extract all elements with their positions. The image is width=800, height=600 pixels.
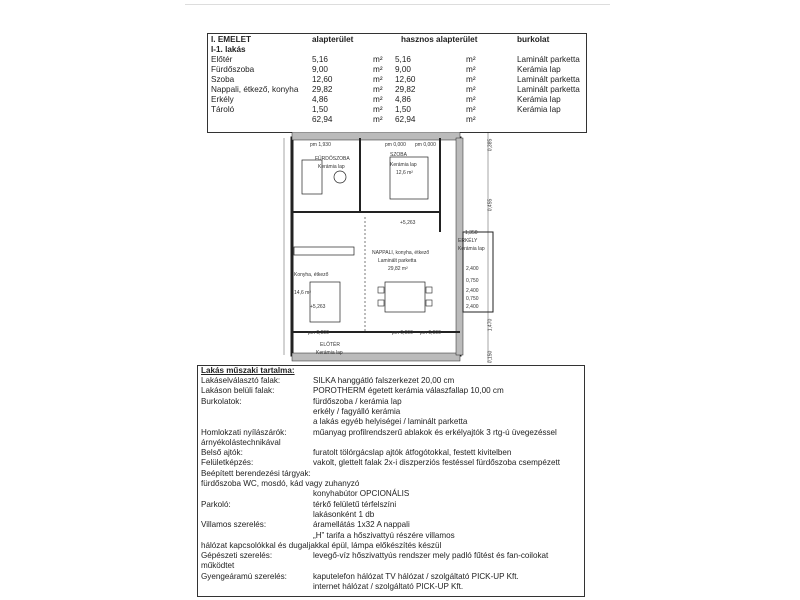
area-cell-name: Tároló (211, 105, 235, 114)
spec-label: Homlokzati nyílászárók: (201, 427, 287, 437)
outer-wall (292, 138, 460, 355)
area-cell-unit2: m² (466, 55, 476, 64)
area-cell-useful: 9,00 (395, 65, 411, 74)
spec-value: kaputelefon hálózat TV hálózat / szolgáltató PICK-UP Kft. (313, 571, 519, 581)
area-cell-useful: 1,50 (395, 105, 411, 114)
area-cell-unit2: m² (466, 85, 476, 94)
spec-row (201, 541, 584, 551)
spec-row (201, 500, 584, 510)
area-cell-useful: 5,16 (395, 55, 411, 64)
side-dim-4: 0,150 (487, 350, 494, 364)
spec-row (201, 531, 584, 541)
dim-4: 1,350 (465, 230, 478, 236)
area-row (211, 65, 586, 75)
spec-row (201, 458, 584, 468)
spec-value: konyhabútor OPCIONÁLIS (313, 489, 410, 499)
spec-label: fürdőszoba WC, mosdó, kád vagy zuhanyzó (201, 479, 360, 488)
spec-row (201, 397, 584, 407)
label-balcony-floor: Kerámia lap (458, 246, 485, 252)
area-cell-name: Erkély (211, 95, 234, 104)
area-cell-useful: 4,86 (395, 95, 411, 104)
area-cell-name: Előtér (211, 55, 233, 64)
area-cell-useful: 12,60 (395, 75, 416, 84)
area-row (211, 55, 586, 65)
spec-row (201, 489, 584, 499)
spec-label: árnyékolástechnikával (201, 437, 281, 447)
spec-value: „H” tarifa a hőszivattyú részére villamos (313, 530, 455, 540)
sofa (310, 282, 340, 322)
spec-label: Belső ajtók: (201, 448, 243, 458)
area-cell-floor: Laminált parketta (517, 75, 580, 84)
label-kitchen: Konyha, étkező (294, 272, 329, 278)
area-cell-name: Fürdőszoba (211, 65, 255, 74)
area-row (211, 105, 586, 115)
label-hall: ELŐTÉR (320, 342, 341, 348)
label-bath: FÜRDŐSZOBA (315, 156, 350, 162)
spec-row (201, 428, 584, 438)
spec-value: internet hálózat / szolgáltató PICK-UP Kft. (313, 582, 464, 591)
label-balcony: ERKÉLY (458, 238, 478, 244)
spec-label: Beépített berendezési tárgyak: (201, 468, 311, 478)
label-kitchen-area: 14,6 m² (294, 290, 311, 296)
dim-2: pm 0,000 (385, 142, 406, 148)
area-cell-area: 1,50 (312, 105, 328, 114)
area-cell-unit: m² (373, 85, 383, 94)
spec-value: térkő felületű térfelszíni (313, 499, 397, 509)
dim-1: pm 1,930 (310, 142, 331, 148)
spec-row (201, 448, 584, 458)
floor-plan (280, 132, 500, 367)
dim-10: pm 0,000 (308, 330, 329, 336)
area-cell-unit: m² (373, 115, 383, 124)
dim-11: pm 0,000 (392, 330, 413, 336)
area-cell-floor: Laminált parketta (517, 55, 580, 64)
top-wall-hatch (292, 132, 460, 140)
spec-row (201, 376, 584, 386)
area-row (211, 115, 586, 125)
area-cell-area: 4,86 (312, 95, 328, 104)
spec-label: Gépészeti szerelés: (201, 551, 273, 561)
spec-row (201, 417, 584, 427)
spec-row (201, 582, 584, 592)
dim-3: pm 0,000 (415, 142, 436, 148)
page-top-edge (185, 0, 610, 5)
spec-row (201, 469, 584, 479)
spec-value: fürdőszoba / kerámia lap (313, 396, 402, 406)
spec-row (201, 572, 584, 582)
area-cell-unit: m² (373, 105, 383, 114)
spec-value: erkély / fagyálló kerámia (313, 406, 401, 416)
spec-value: levegő-víz hőszivattyús rendszer mely padló fűtést és fan-coilokat (313, 551, 549, 561)
spec-value: furatolt tölórgácslap ajtók átfogótokkal, festett kivitelben (313, 448, 512, 458)
dining-table (385, 282, 425, 312)
label-room-floor: Kerámia lap (390, 162, 417, 168)
label-room: SZOBA (390, 152, 407, 158)
area-row (211, 85, 586, 95)
spec-value: vakolt, glettelt falak 2x-i diszperziós festéssel fürdőszoba csempézett (313, 458, 560, 468)
spec-row (201, 520, 584, 530)
label-bath-floor: Kerámia lap (318, 164, 345, 170)
area-cell-useful: 62,94 (395, 115, 416, 124)
area-cell-area: 5,16 (312, 55, 328, 64)
spec-title: Lakás műszaki tartalma: (201, 366, 295, 375)
spec-label: Villamos szerelés: (201, 520, 267, 530)
spec-value: POROTHERM égetett kerámia válaszfallap 10,00 cm (313, 386, 504, 396)
toilet (334, 171, 346, 183)
header-floor: I. EMELET (211, 35, 252, 44)
spec-row (201, 438, 584, 448)
area-cell-unit: m² (373, 95, 383, 104)
spec-value: a lakás egyéb helyiségei / laminált parketta (313, 417, 468, 427)
area-cell-useful: 29,82 (395, 85, 416, 94)
area-cell-unit: m² (373, 55, 383, 64)
kitchen-counter (294, 247, 354, 255)
header-area: alapterület (312, 35, 354, 44)
spec-value: áramellátás 1x32 A nappali (313, 520, 410, 530)
area-row (211, 75, 586, 85)
spec-row (201, 386, 584, 396)
area-cell-name: Szoba (211, 75, 235, 84)
area-cell-name: Nappali, étkező, konyha (211, 85, 299, 94)
unit-label: I-1. lakás (211, 45, 246, 54)
dim-8: 0,750 (466, 296, 479, 302)
area-cell-area: 29,82 (312, 85, 333, 94)
technical-spec (197, 365, 585, 597)
spec-label: Parkoló: (201, 499, 231, 509)
area-cell-unit: m² (373, 75, 383, 84)
area-cell-area: 9,00 (312, 65, 328, 74)
area-cell-floor: Kerámia lap (517, 65, 561, 74)
dim-7: 2,400 (466, 288, 479, 294)
spec-label: Burkolatok: (201, 396, 242, 406)
spec-row (201, 407, 584, 417)
spec-row (201, 479, 584, 489)
dim-9: 2,400 (466, 304, 479, 310)
label-living-floor: Laminált parketta (378, 258, 417, 264)
area-cell-unit: m² (373, 65, 383, 74)
label-hall-floor: Kerámia lap (316, 350, 343, 356)
spec-row (201, 510, 584, 520)
dim-14: +5,263 (310, 304, 326, 310)
area-cell-unit2: m² (466, 95, 476, 104)
spec-value: lakásonként 1 db (313, 509, 375, 519)
label-living-area: 29,82 m² (388, 266, 408, 272)
side-dim-3: 1,470 (487, 318, 494, 332)
header-useful-area: hasznos alapterület (401, 35, 478, 44)
area-cell-area: 62,94 (312, 115, 333, 124)
spec-label: Felületképzés: (201, 458, 254, 468)
dim-12: pm 0,000 (420, 330, 441, 336)
dim-6: 0,750 (466, 278, 479, 284)
label-living: NAPPALI, konyha, étkező (372, 250, 430, 256)
spec-value: SILKA hanggátló falszerkezet 20,00 cm (313, 376, 455, 385)
spec-label: hálózat kapcsolókkal és dugaljakkal épül, lámpa előkészítés készül (201, 540, 442, 550)
spec-label: működtet (201, 561, 235, 571)
area-table (207, 33, 587, 133)
spec-row (201, 561, 584, 571)
dim-5: 2,400 (466, 266, 479, 272)
header-flooring: burkolat (517, 35, 550, 44)
spec-value: műanyag profilrendszerű ablakok és erkélyajtók 3 rtg-ú üvegezéssel (313, 427, 557, 437)
area-cell-floor: Kerámia lap (517, 105, 561, 114)
area-cell-unit2: m² (466, 75, 476, 84)
dim-13: +5,263 (400, 220, 416, 226)
spec-label: Lakáson belüli falak: (201, 386, 275, 396)
side-dim-2: 0,455 (487, 198, 494, 212)
area-cell-floor: Kerámia lap (517, 95, 561, 104)
area-cell-area: 12,60 (312, 75, 333, 84)
area-cell-unit2: m² (466, 105, 476, 114)
area-cell-floor: Laminált parketta (517, 85, 580, 94)
label-room-area: 12,6 m² (396, 170, 413, 176)
side-dim-1: 0,385 (487, 138, 494, 152)
area-row (211, 95, 586, 105)
area-cell-unit2: m² (466, 115, 476, 124)
spec-label: Gyengeáramú szerelés: (201, 571, 287, 581)
spec-label: Lakáselválasztó falak: (201, 376, 281, 385)
area-cell-unit2: m² (466, 65, 476, 74)
spec-row (201, 551, 584, 561)
